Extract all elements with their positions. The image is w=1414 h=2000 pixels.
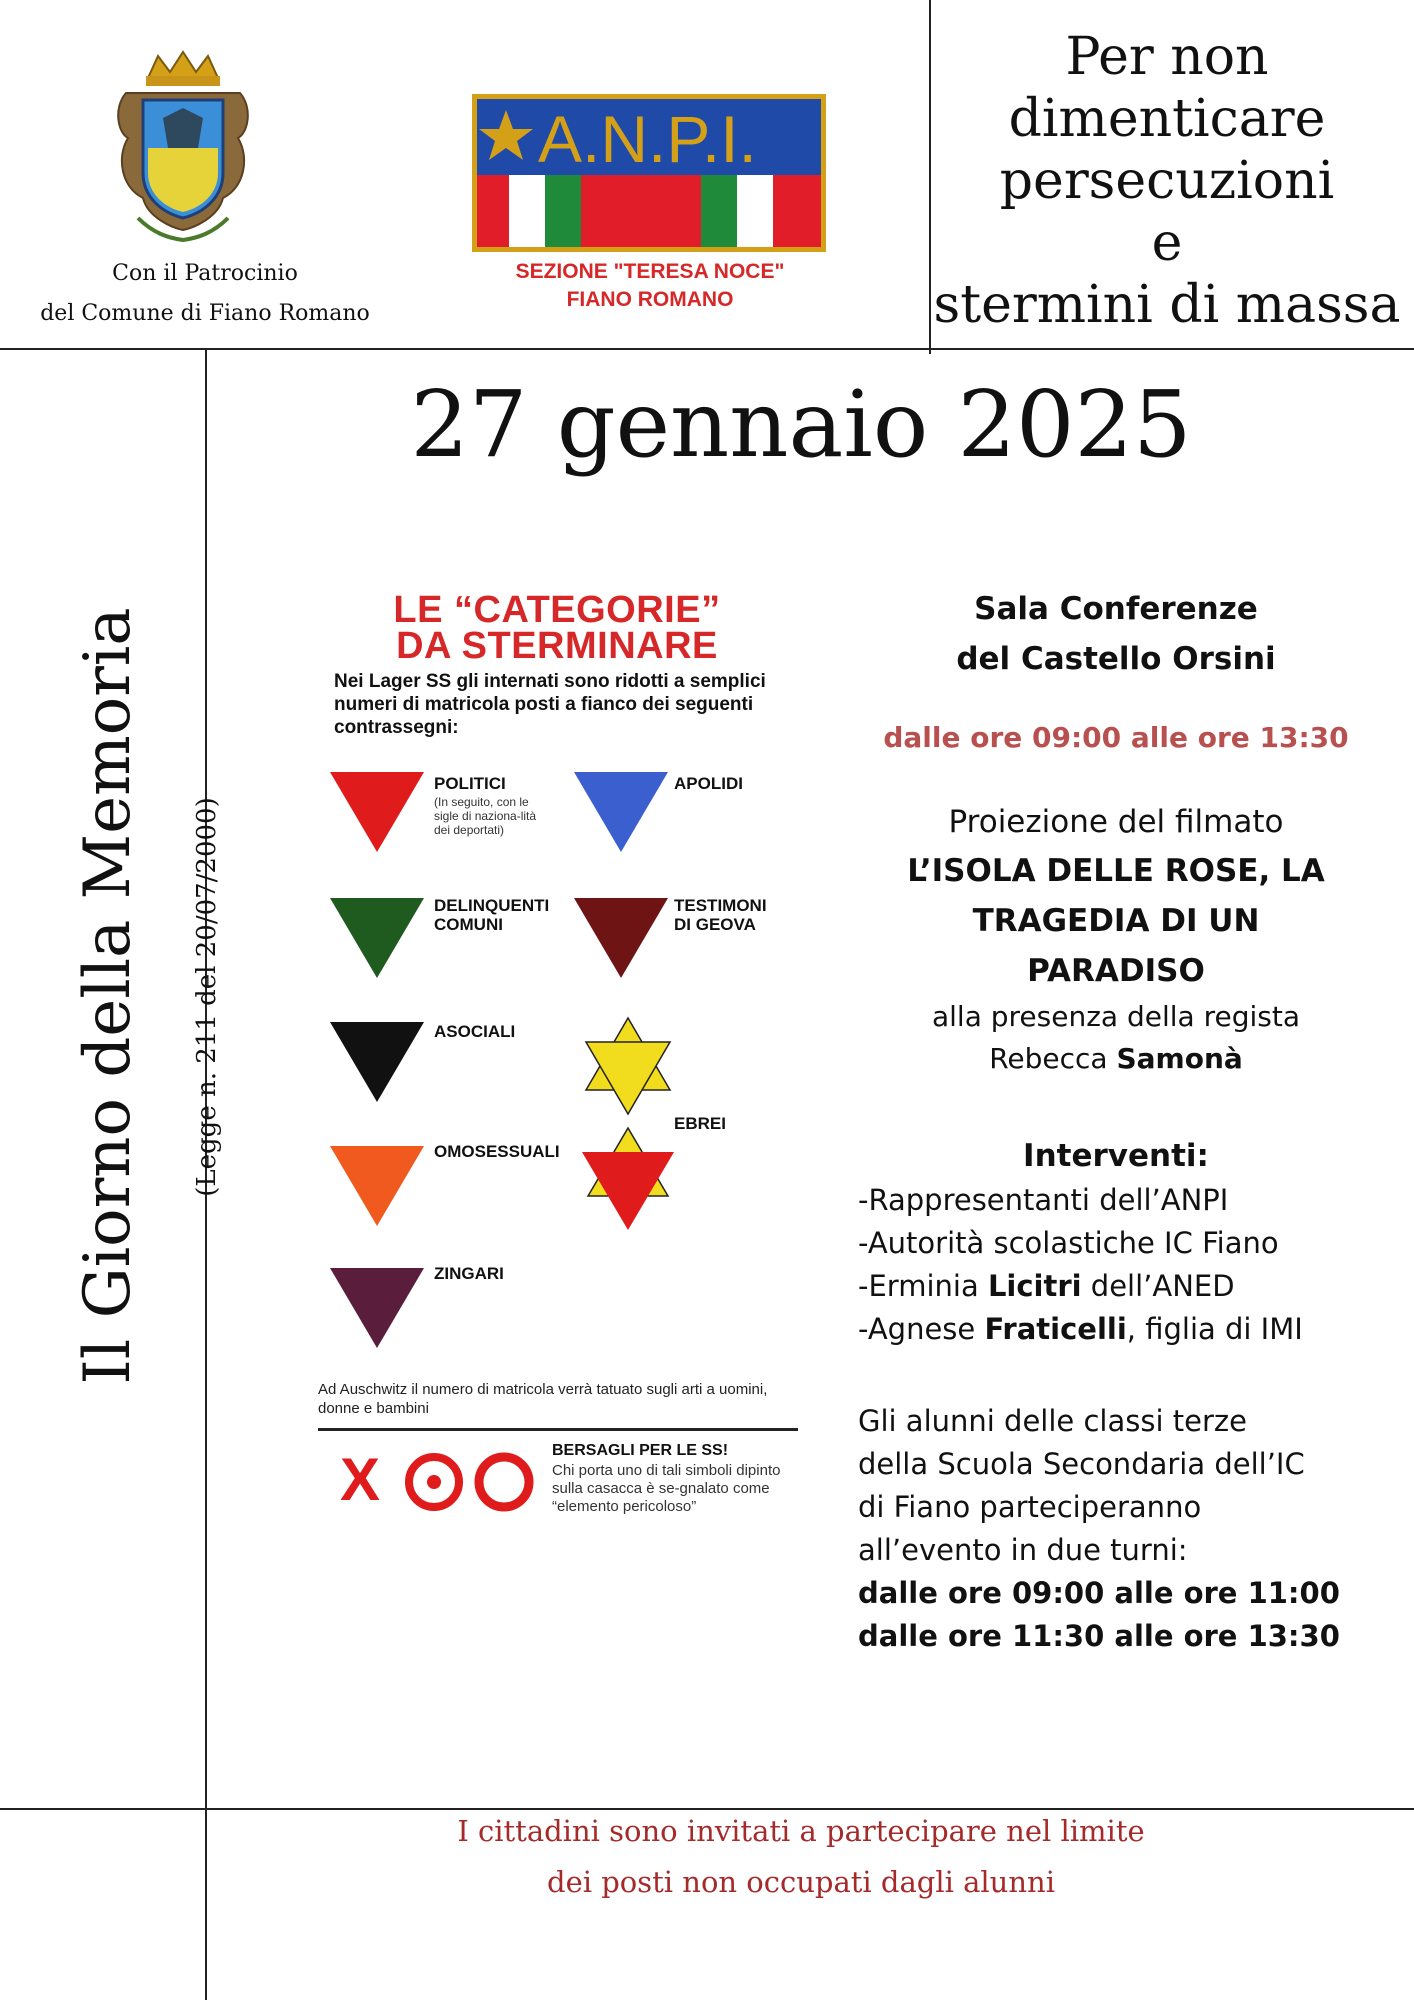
infographic-rule bbox=[318, 1428, 798, 1431]
anpi-section-line-1: SEZIONE "TERESA NOCE" bbox=[515, 260, 785, 283]
students-line: della Scuola Secondaria dell’IC bbox=[858, 1447, 1305, 1481]
anpi-logo bbox=[472, 94, 826, 252]
event-time: dalle ore 09:00 alle ore 13:30 bbox=[883, 721, 1349, 754]
intervention-text: , figlia di IMI bbox=[1126, 1312, 1303, 1346]
slogan-line: persecuzioni bbox=[999, 151, 1335, 211]
students-info bbox=[858, 1400, 1378, 1658]
coat-of-arms-icon bbox=[108, 48, 258, 248]
intervention-text: -Agnese bbox=[858, 1312, 985, 1346]
students-line: Gli alunni delle classi terze bbox=[858, 1404, 1247, 1438]
apolidi-triangle bbox=[574, 772, 668, 852]
infographic-title-line-1: LE “CATEGORIE” bbox=[393, 589, 721, 631]
venue-line-2: del Castello Orsini bbox=[956, 641, 1276, 677]
students-turn-2: dalle ore 11:30 alle ore 13:30 bbox=[858, 1619, 1340, 1653]
ring-target-icon bbox=[479, 1457, 529, 1507]
delinquenti-triangle bbox=[330, 898, 424, 978]
patronage-line-1: Con il Patrocinio bbox=[112, 261, 298, 286]
auschwitz-note: Ad Auschwitz il numero di matricola verrà tatuato sugli arti a uomini, donne e bambini bbox=[318, 1381, 768, 1417]
students-line: di Fiano parteciperanno bbox=[858, 1490, 1202, 1524]
badge-label-omosessuali: OMOSESSUALI bbox=[434, 1142, 560, 1161]
vertical-title: Il Giorno della Memoria bbox=[71, 607, 145, 1385]
director-line-1: alla presenza della regista bbox=[931, 1000, 1300, 1033]
director-first-name: Rebecca bbox=[989, 1042, 1117, 1075]
interventions-heading: Interventi: bbox=[1023, 1138, 1209, 1174]
badge-label-politici: POLITICI bbox=[434, 774, 506, 793]
anpi-section-name bbox=[440, 258, 860, 314]
slogan-line: dimenticare bbox=[1008, 89, 1326, 149]
target-x-icon: X bbox=[340, 1446, 381, 1513]
intervention-item: -Rappresentanti dell’ANPI bbox=[858, 1183, 1229, 1217]
patronage-line-2: del Comune di Fiano Romano bbox=[40, 301, 370, 326]
targets-description: Chi porta uno di tali simboli dipinto sulla casacca è se-gnalato come “elemento pericoloso” bbox=[552, 1462, 781, 1515]
target-symbols bbox=[404, 1452, 544, 1512]
intervention-name: Licitri bbox=[987, 1269, 1082, 1303]
film-title-line-1: L’ISOLA DELLE ROSE, LA bbox=[907, 853, 1325, 889]
screening-intro: Proiezione del filmato bbox=[948, 804, 1284, 840]
politici-triangle bbox=[330, 772, 424, 852]
testimoni-triangle bbox=[574, 898, 668, 978]
intervention-item bbox=[858, 1308, 1378, 1351]
badge-label-asociali: ASOCIALI bbox=[434, 1022, 516, 1041]
badge-label-testimoni: TESTIMONI DI GEOVA bbox=[674, 896, 767, 934]
anpi-section-line-2: FIANO ROMANO bbox=[566, 288, 734, 311]
bullseye-center-icon bbox=[427, 1475, 441, 1489]
badge-note-politici: (In seguito, con le sigle di naziona-lità dei deportati) bbox=[434, 795, 537, 837]
categories-infographic bbox=[312, 590, 802, 1550]
omosessuali-triangle bbox=[330, 1146, 424, 1226]
slogan-line: e bbox=[1151, 213, 1183, 273]
intervention-text: dell’ANED bbox=[1081, 1269, 1235, 1303]
footer-line-2: dei posti non occupati dagli alunni bbox=[547, 1865, 1055, 1899]
film-title-line-2: TRAGEDIA DI UN bbox=[972, 903, 1260, 939]
intervention-item: -Autorità scolastiche IC Fiano bbox=[858, 1226, 1279, 1260]
venue bbox=[846, 584, 1386, 684]
badge-label-delinquenti: DELINQUENTI COMUNI bbox=[434, 896, 550, 934]
venue-line-1: Sala Conferenze bbox=[974, 591, 1258, 627]
director-name bbox=[846, 1038, 1386, 1080]
intervention-name: Fraticelli bbox=[984, 1312, 1127, 1346]
students-line: all’evento in due turni: bbox=[858, 1533, 1188, 1567]
badge-label-ebrei: EBREI bbox=[674, 1114, 726, 1133]
slogan-line: stermini di massa bbox=[933, 275, 1401, 335]
header-bottom-rule bbox=[0, 348, 1414, 350]
law-reference: (Legge n. 211 del 20/07/2000) bbox=[192, 797, 222, 1197]
badge-label-apolidi: APOLIDI bbox=[674, 774, 743, 793]
asociali-triangle bbox=[330, 1022, 424, 1102]
interventions-list bbox=[858, 1179, 1378, 1351]
slogan bbox=[932, 26, 1402, 336]
targets-title: BERSAGLI PER LE SS! bbox=[552, 1442, 729, 1459]
badge-label-zingari: ZINGARI bbox=[434, 1264, 504, 1283]
header-vertical-divider bbox=[929, 0, 931, 354]
zingari-triangle bbox=[330, 1268, 424, 1348]
intervention-item bbox=[858, 1265, 1378, 1308]
anpi-logo-text: A.N.P.I. bbox=[538, 102, 757, 176]
infographic-intro: Nei Lager SS gli internati sono ridotti a semplici numeri di matricola posti a fianco dei seguenti contrassegni: bbox=[334, 671, 766, 738]
director-last-name: Samonà bbox=[1116, 1042, 1243, 1075]
footer-invitation bbox=[206, 1806, 1396, 1908]
students-turn-1: dalle ore 09:00 alle ore 11:00 bbox=[858, 1576, 1340, 1610]
infographic-title-line-2: DA STERMINARE bbox=[396, 625, 718, 667]
film-title bbox=[846, 846, 1386, 996]
badges-graphic bbox=[312, 590, 802, 1370]
patronage-text bbox=[20, 254, 390, 334]
intervention-text: -Erminia bbox=[858, 1269, 988, 1303]
slogan-line: Per non bbox=[1065, 27, 1269, 87]
film-title-line-3: PARADISO bbox=[1027, 953, 1205, 989]
event-date: 27 gennaio 2025 bbox=[410, 371, 1192, 478]
footer-line-1: I cittadini sono invitati a partecipare nel limite bbox=[457, 1814, 1145, 1848]
director-info bbox=[846, 996, 1386, 1080]
